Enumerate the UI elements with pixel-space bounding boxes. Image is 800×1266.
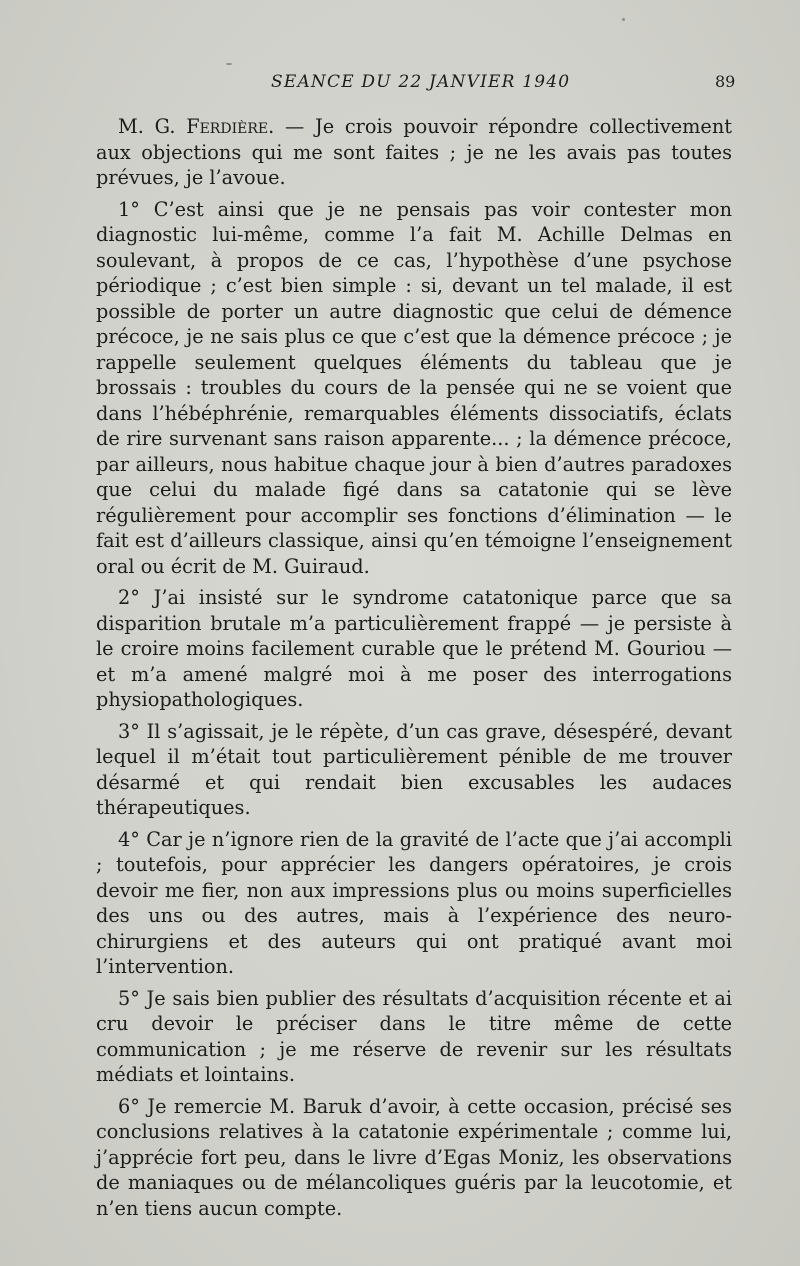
- running-head: [0, 72, 800, 96]
- paragraph-2: 2° J’ai insisté sur le syndrome catatonique parce que sa disparition brutale m’a particulièrement frappé — je persiste à le croire moins facilement curable que le prétend M. Gouriou — et m’a amené malgré moi à me poser des interrogations physiopathologiques.: [96, 586, 732, 711]
- paper-speck: [226, 63, 232, 65]
- paragraph-5: 5° Je sais bien publier des résultats d’acquisition récente et ai cru devoir le préciser dans le titre même de cette communication ; je me réserve de revenir sur les résultats médiats et lointains.: [96, 986, 732, 1086]
- body-text: [96, 114, 732, 1227]
- running-title: SEANCE DU 22 JANVIER 1940: [271, 72, 571, 92]
- paragraph-3: 3° Il s’agissait, je le répète, d’un cas grave, désespéré, devant lequel il m’était tout particulièrement pénible de me trouver désarmé et qui rendait bien excusables les audaces thérapeutiques.: [96, 719, 732, 819]
- paper-speck: [622, 18, 625, 21]
- paragraph-1: 1° C’est ainsi que je ne pensais pas voir contester mon diagnostic lui-même, comme l’a fait M. Achille Delmas en soulevant, à propos de ce cas, l’hypothèse d’une psychose périodique ; c’est bien simple : si, devant un tel malade, il est possible de porter un autre diagnostic que celui de démence précoce, je ne sais plus ce que c’est que la démence précoce ; je rappelle seulement quelques éléments du tableau que je brossais : troubles du cours de la pensée qui ne se voient que dans l’hébéphrénie, remarquables éléments dissociatifs, éclats de rire survenant sans raison apparente... ; la démence précoce, par ailleurs, nous habitue chaque jour à bien d’autres paradoxes que celui du malade figé dans sa catatonie qui se lève régulièrement pour accomplir ses fonctions d’élimination — le fait est d’ailleurs classique, ainsi qu’en témoigne l’enseignement oral ou écrit de M. Guiraud.: [96, 197, 732, 578]
- opening-paragraph: [96, 114, 732, 191]
- speaker-name: Ferdière.: [186, 115, 275, 138]
- paragraph-6: 6° Je remercie M. Baruk d’avoir, à cette occasion, précisé ses conclusions relatives à la catatonie expérimentale ; comme lui, j’apprécie fort peu, dans le livre d’Egas Moniz, les observations de maniaques ou de mélancoliques guéris par la leucotomie, et n’en tiens aucun compte.: [96, 1094, 732, 1220]
- paragraph-4: 4° Car je n’ignore rien de la gravité de l’acte que j’ai accompli ; toutefois, pour apprécier les dangers opératoires, je crois devoir me fier, non aux impressions plus ou moins superficielles des uns ou des autres, mais à l’expérience des neuro-chirurgiens et des auteurs qui ont pratiqué avant moi l’intervention.: [96, 827, 732, 978]
- speaker-initials: M. G.: [118, 115, 187, 138]
- page-number: 89: [715, 72, 736, 91]
- opening-text: — Je crois pouvoir répondre collectivement aux objections qui me sont faites ; je ne les avais pas toutes prévues, je l’avoue.: [96, 115, 732, 189]
